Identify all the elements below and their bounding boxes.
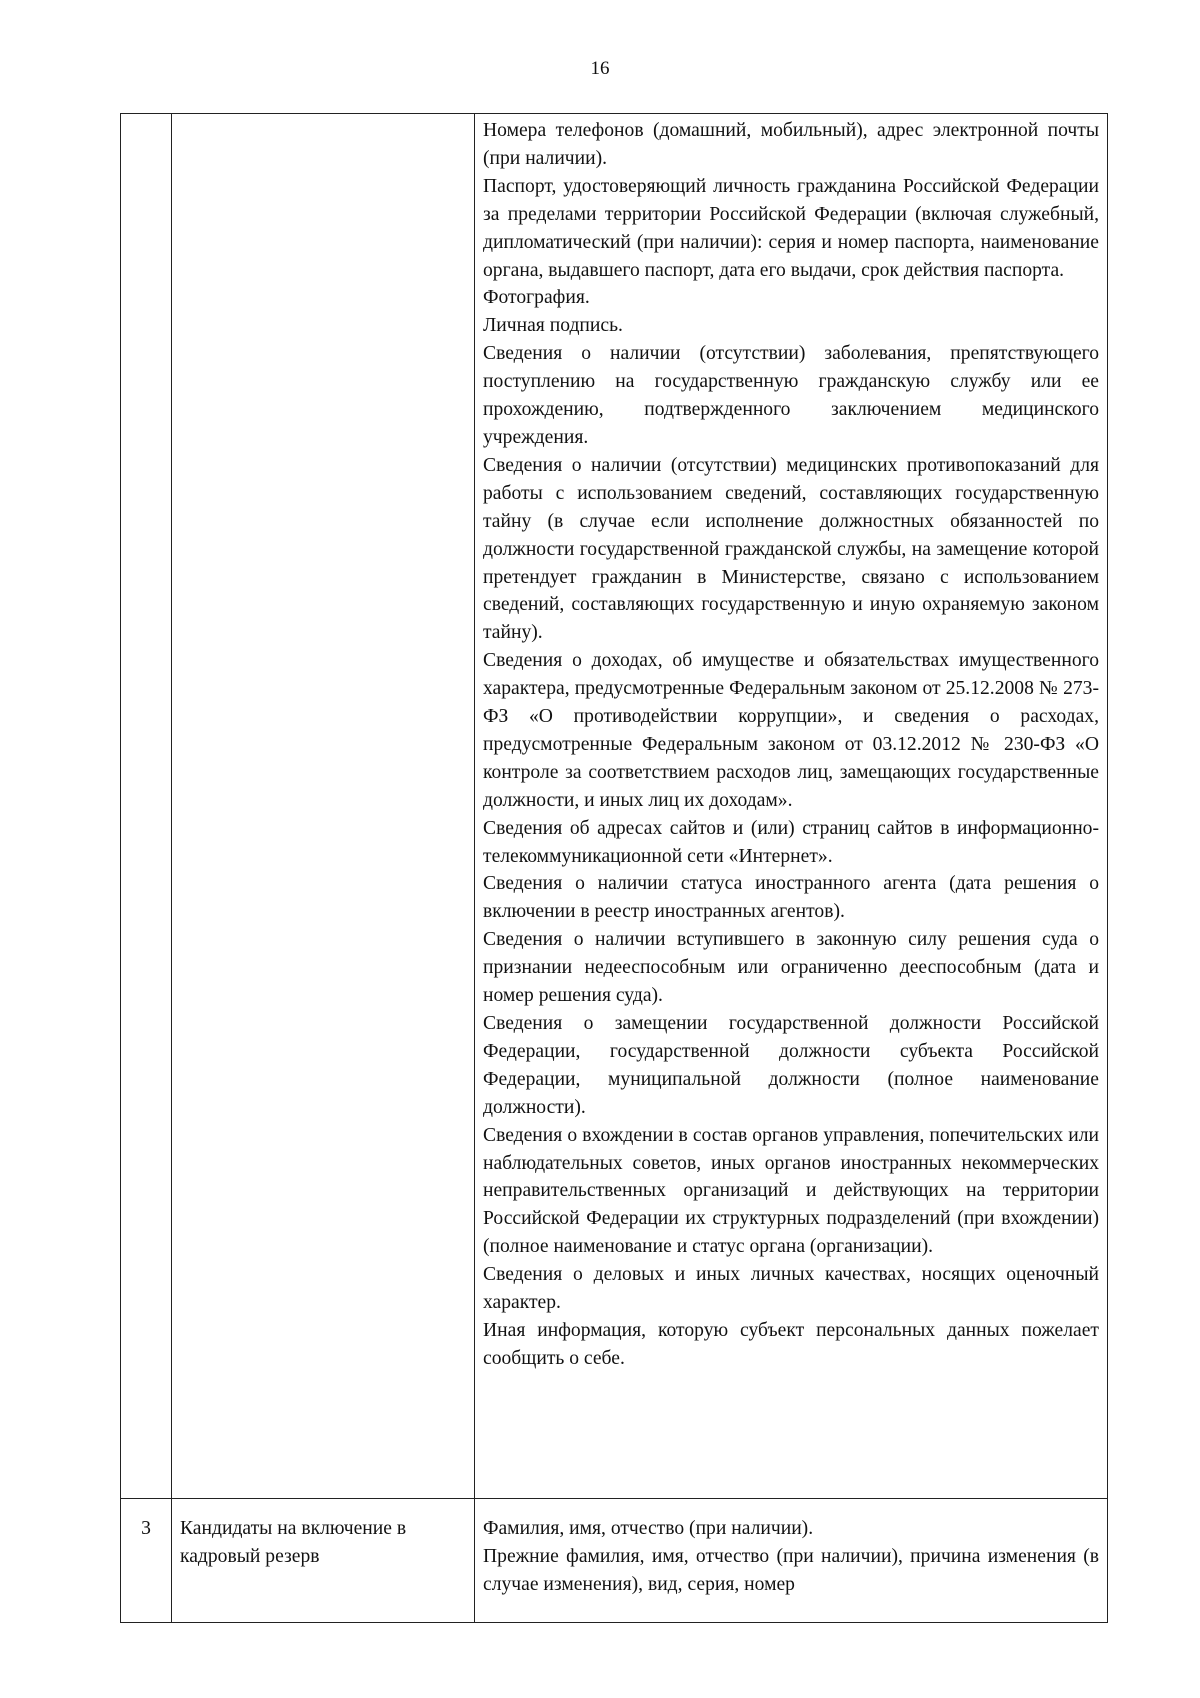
personal-data-table [120, 113, 1108, 1623]
data-item: Сведения о доходах, об имуществе и обязательствах имущественного характера, предусмотренные Федеральным законом от 25.12.2008 № 273-ФЗ «О противодействии коррупции», и сведения о расходах, предусмотренные Федеральным законом от 03.12.2012 № 230-ФЗ «О контроле за соответствием расходов лиц, замещающих государственные должности, и иных лиц их доходам». [483, 650, 1099, 811]
page-number: 16 [590, 58, 610, 79]
data-item: Сведения об адресах сайтов и (или) страниц сайтов в информационно-телекоммуникационной сети «Интернет». [483, 817, 1099, 867]
data-item: Прежние фамилия, имя, отчество (при наличии), причина изменения (в случае изменения), вид, серия, номер [483, 1545, 1099, 1595]
table-row-continued [121, 114, 1108, 1499]
data-item: Сведения о наличии (отсутствии) заболевания, препятствующего поступлению на государственную гражданскую службу или ее прохождению, подтвержденного заключением медицинского учреждения. [483, 343, 1099, 448]
row-number-cell [121, 114, 172, 1499]
data-item: Сведения о наличии статуса иностранного агента (дата решения о включении в реестр иностранных агентов). [483, 873, 1099, 923]
row-number-cell: 3 [121, 1499, 172, 1623]
category-cell [172, 114, 475, 1499]
data-item: Фамилия, имя, отчество (при наличии). [483, 1518, 814, 1539]
data-item: Сведения о вхождении в состав органов управления, попечительских или наблюдательных советов, иных органов иностранных некоммерческих неправительственных организаций и действующих на территории Российской Федерации их структурных подразделений (при вхождении) (полное наименование и статус органа (организации). [483, 1124, 1099, 1258]
data-item: Сведения о наличии (отсутствии) медицинских противопоказаний для работы с использованием сведений, составляющих государственную тайну (в случае если исполнение должностных обязанностей по должности государственной гражданской службы, на замещение которой претендует гражданин в Министерстве, связано с использованием сведений, составляющих государственную и иную охраняемую законом тайну). [483, 454, 1099, 644]
data-item: Сведения о наличии вступившего в законную силу решения суда о признании недееспособным или ограниченно дееспособным (дата и номер решения суда). [483, 929, 1099, 1007]
data-item: Паспорт, удостоверяющий личность гражданина Российской Федерации за пределами территории Российской Федерации (включая служебный, дипломатический (при наличии): серия и номер паспорта, наименование органа, выдавшего паспорт, дата его выдачи, срок действия паспорта. [483, 175, 1099, 281]
category-cell: Кандидаты на включение в кадровый резерв [172, 1499, 475, 1623]
data-item: Сведения о замещении государственной должности Российской Федерации, государственной должности субъекта Российской Федерации, муниципальной должности (полное наименование должности). [483, 1013, 1099, 1118]
data-item: Личная подпись. [483, 315, 623, 337]
table-row-3 [121, 1499, 1108, 1623]
data-item: Иная информация, которую субъект персональных данных пожелает сообщить о себе. [483, 1319, 1099, 1369]
data-item: Номера телефонов (домашний, мобильный), адрес электронной почты (при наличии). [483, 120, 1099, 169]
data-items-cell [475, 114, 1108, 1499]
data-items-cell [475, 1499, 1108, 1623]
data-item: Сведения о деловых и иных личных качествах, носящих оценочный характер. [483, 1264, 1099, 1314]
data-item: Фотография. [483, 287, 590, 309]
